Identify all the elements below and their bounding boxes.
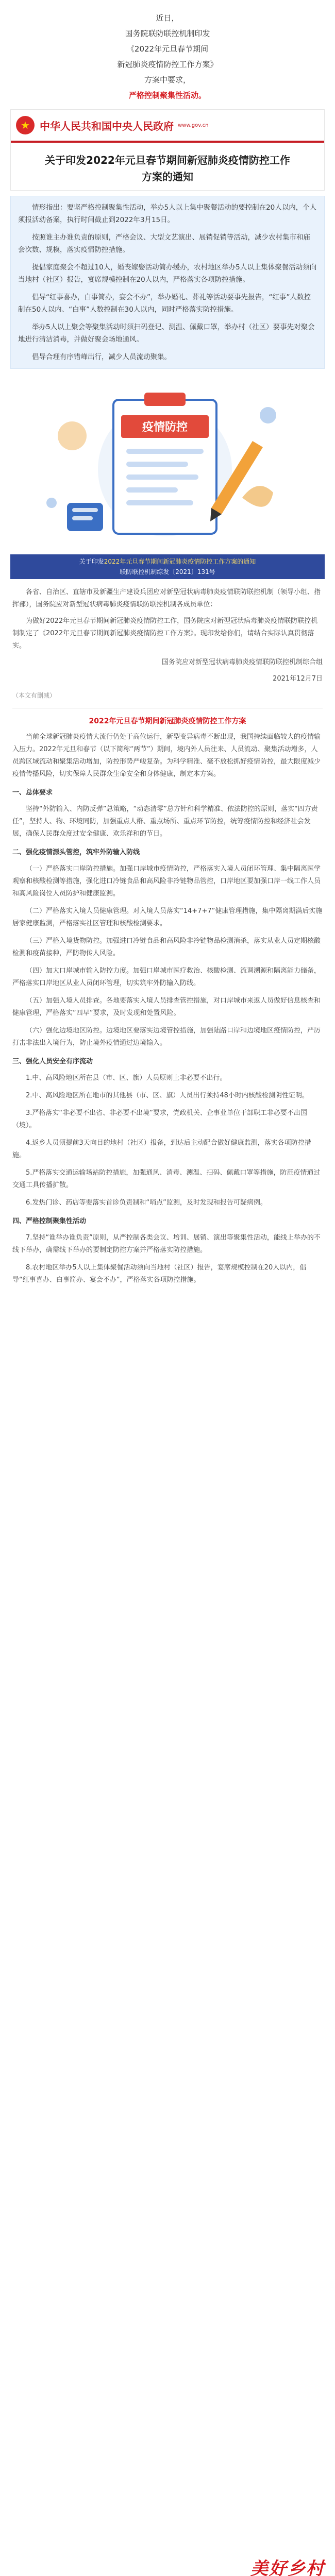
epidemic-control-illustration xyxy=(10,379,325,549)
plan-paragraph: 4.返乡人员须提前3天向目的地村（社区）报备，到达后主动配合做好健康监测，落实各项防控措施。 xyxy=(12,1139,311,1159)
plan-paragraph: 2.中、高风险地区所在地市的其他县（市、区、旗）人员出行须持48小时内核酸检测阴性证明。 xyxy=(26,1092,309,1099)
banner-prefix: 关于印发 xyxy=(79,558,104,565)
summary-paragraph: 按照谁主办谁负责的原则，严格会议、大型文艺演出、展销促销等活动，减少农村集市和庙会次数、规模，落实疫情防控措施。 xyxy=(18,233,310,254)
plan-heading: 三、强化人员安全有序流动 xyxy=(12,1058,93,1065)
summary-box xyxy=(10,196,325,369)
plan-paragraph: （三）严格入境货物防控。加强进口冷链食品和高风险非冷链物品检测消杀，落实从业人员定期核酸检测和疫苗接种，严防物传人风险。 xyxy=(12,937,321,957)
plan-paragraph: 3.严格落实“非必要不出省、非必要不出境”要求，党政机关、企事业单位干部职工非必要不出国（境）。 xyxy=(12,1109,307,1129)
plan-paragraph: （一）严格落实口岸防控措施。加强口岸城市疫情防控，严格落实入境人员闭环管理、集中隔离医学观察和核酸检测等措施，强化进口冷链食品和高风险非冷链物品管控，口岸地区要加强口岸一线工作人员和高风险岗位人员防护和健康监测。 xyxy=(12,865,321,897)
plan-paragraph: （六）强化边境地区防控。边境地区要落实边境管控措施，加强陆路口岸和边境地区疫情防控，严厉打击非法出入境行为，防止境外疫情通过边境输入。 xyxy=(12,1027,321,1047)
plan-body xyxy=(0,731,335,1286)
letter-paragraph: 各省、自治区、直辖市及新疆生产建设兵团应对新型冠状病毒肺炎疫情联防联控机制（领导小组、指挥部），国务院应对新型冠状病毒肺炎疫情联防联控机制各成员单位： xyxy=(12,588,321,608)
plan-paragraph: 坚持“外防输入、内防反弹”总策略，“动态清零”总方针和科学精准、依法防控的原则，落实“四方责任”，坚持人、物、环境同防，加强重点人群、重点场所、重点环节防控，统筹疫情防控和经济社会发展，确保人民群众度过安全健康、欢乐祥和的节日。 xyxy=(12,805,318,838)
plan-paragraph: （四）加大口岸城市输入防控力度。加强口岸城市医疗救治、核酸检测、流调溯源和隔离能力储备，严格落实口岸地区从业人员闭环管理，切实筑牢外防输入防线。 xyxy=(12,967,321,987)
notice-title xyxy=(11,143,324,190)
summary-paragraph: 倡导“红事喜办，白事简办，宴会不办”，举办婚礼、葬礼等活动要事先报告，“红事”人数控制在50人以内、“白事”人数控制在30人以内，同时严格落实防控措施。 xyxy=(18,293,311,314)
plan-paragraph: 6.发热门诊、药店等要落实首诊负责制和“哨点”监测，及时发现和报告可疑病例。 xyxy=(26,1199,267,1207)
plan-paragraph: 8.农村地区举办5人以上集体聚餐活动须向当地村（社区）报告，宴席规模控制在20人以内，倡导“红事喜办、白事简办、宴会不办”，严格落实各项防控措施。 xyxy=(12,1264,307,1284)
plan-paragraph: 5.严格落实交通运输场站防控措施，加强通风、消毒、测温、扫码、佩戴口罩等措施，防范疫情通过交通工具传播扩散。 xyxy=(12,1169,321,1189)
notice-letter xyxy=(0,579,335,702)
intro-line: 新冠肺炎疫情防控工作方案》 xyxy=(117,60,218,69)
notice-title-line: 关于印发2022年元旦春节期间新冠肺炎疫情防控工作 xyxy=(45,154,290,166)
plan-title: 2022年元旦春节期间新冠肺炎疫情防控工作方案 xyxy=(89,717,246,725)
letter-paragraph: 为做好2022年元旦春节期间新冠肺炎疫情防控工作，国务院应对新型冠状病毒肺炎疫情联防联控机制制定了《2022年元旦春节期间新冠肺炎疫情防控工作方案》。现印发给你们，请结合实际认真贯彻落实。 xyxy=(12,617,318,650)
intro-line: 方案中要求， xyxy=(144,75,191,84)
summary-paragraph: 提倡家庭聚会不超过10人，婚丧嫁娶活动简办缓办，农村地区举办5人以上集体聚餐活动须向当地村（社区）报告，宴席规模控制在20人以内，严格落实各项防控措施。 xyxy=(18,263,317,284)
notice-title-line: 方案的通知 xyxy=(142,171,193,183)
notice-banner xyxy=(10,554,325,579)
gov-notice-card xyxy=(10,109,325,191)
plan-paragraph: 当前全球新冠肺炎疫情大流行仍处于高位运行，新型变异病毒不断出现，我国持续面临较大的疫情输入压力。2022年元旦和春节（以下简称“两节”）期间，境内外人员往来、人员流动、聚集活动增多，人员跨区域流动和聚集活动增加，防控形势严峻复杂。为科学精准、毫不放松抓好疫情防控，最大限度减少疫情传播风险，切实保障人民群众生命安全和身体健康，制定本方案。 xyxy=(12,733,321,778)
plan-heading: 一、总体要求 xyxy=(12,789,53,796)
clipboard-illustration xyxy=(10,379,325,549)
plan-paragraph: （二）严格落实入境人员健康管理。对入境人员落实“14+7+7”健康管理措施，集中隔离期满后实施居家健康监测，严格落实社区管理和核酸检测要求。 xyxy=(12,907,323,927)
national-emblem-icon xyxy=(16,116,35,134)
summary-paragraph: 倡导合理有序错峰出行，减少人员流动聚集。 xyxy=(32,353,171,361)
intro-highlight: 严格控制聚集性活动。 xyxy=(128,91,206,100)
intro-line: 《2022年元旦春节期间 xyxy=(126,44,209,54)
intro-line: 近日， xyxy=(156,13,179,23)
gov-site-name: 中华人民共和国中央人民政府 xyxy=(40,120,174,132)
logo-text: 美好乡村 xyxy=(250,2558,325,2576)
letter-note: （本文有删减） xyxy=(12,692,56,699)
clipboard-text: 疫情防控 xyxy=(142,421,188,434)
banner-highlight: 2022年元旦春节期间新冠肺炎疫情防控工作方案的通知 xyxy=(104,558,256,565)
plan-paragraph: 1.中、高风险地区所在县（市、区、旗）人员原则上非必要不出行。 xyxy=(26,1074,227,1082)
plan-heading: 二、强化疫情源头管控，筑牢外防输入防线 xyxy=(12,849,140,856)
publisher-logo xyxy=(250,2554,325,2576)
banner-doc-number: 联防联控机制综发〔2021〕131号 xyxy=(120,568,215,575)
plan-heading: 四、严格控制聚集性活动 xyxy=(12,1217,87,1225)
star-icon: ★ xyxy=(21,119,30,131)
plan-paragraph: （五）加强入境人员排查。各地要落实入境人员排查管控措施，对口岸城市来返人员做好信息核查和健康管理，严格落实“四早”要求，及时发现和处置风险。 xyxy=(12,997,321,1017)
summary-paragraph: 情形指出：要坚严格控制聚集性活动，举办5人以上集中聚餐活动的要控制在20人以内，个人须报活动备案，执行时间截止到2022年3月15日。 xyxy=(18,204,317,224)
summary-paragraph: 举办5人以上聚会等聚集活动时须扫码登记、测温、佩戴口罩，举办村（社区）要事先对聚会地进行清洁消毒，并做好聚会场地通风。 xyxy=(18,323,315,344)
plan-paragraph: 7.坚持“谁举办谁负责”原则，从严控制各类会议、培训、展销、演出等聚集性活动，能线上举办的不线下举办，确需线下举办的要制定防控方案并严格落实防控措施。 xyxy=(12,1234,321,1254)
intro-block xyxy=(0,0,335,103)
letter-date: 2021年12月7日 xyxy=(273,675,323,683)
letter-signature: 国务院应对新型冠状病毒肺炎疫情联防联控机制综合组 xyxy=(161,658,323,666)
gov-site-url: www.gov.cn xyxy=(178,122,209,128)
gov-site-header xyxy=(11,110,324,143)
intro-line: 国务院联防联控机制印发 xyxy=(125,29,210,38)
